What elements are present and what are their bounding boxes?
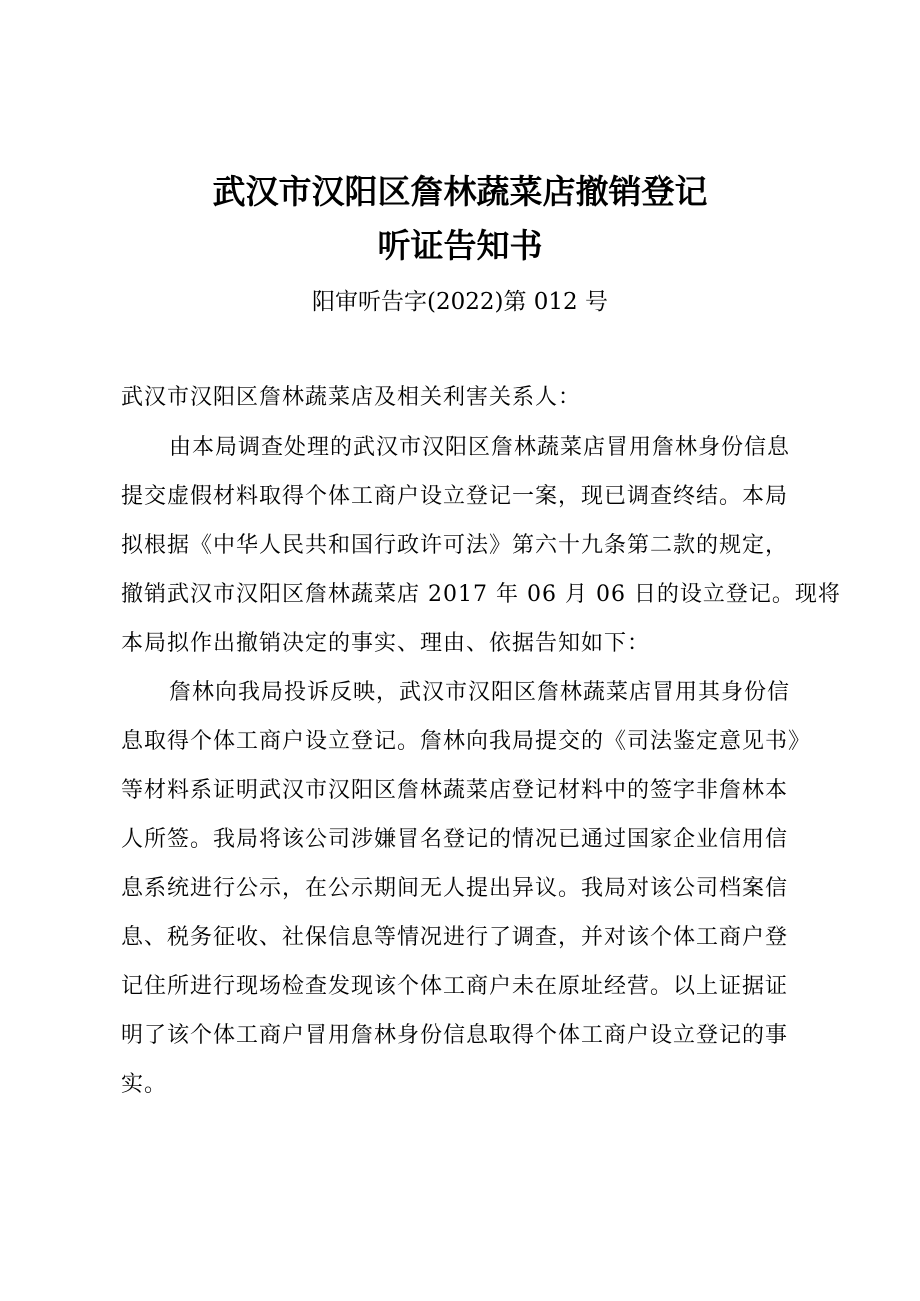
paragraph-1-line: 撤销武汉市汉阳区詹林蔬菜店 2017 年 06 月 06 日的设立登记。现将 [121, 582, 841, 607]
paragraph-2-line: 等材料系证明武汉市汉阳区詹林蔬菜店登记材料中的签字非詹林本 [121, 778, 789, 803]
paragraph-1-line: 由本局调查处理的武汉市汉阳区詹林蔬菜店冒用詹林身份信息 [169, 435, 791, 460]
paragraph-2-line: 息取得个体工商户设立登记。詹林向我局提交的《司法鉴定意见书》 [121, 729, 812, 754]
paragraph-2-line: 息、税务征收、社保信息等情况进行了调查，并对该个体工商户登 [121, 925, 789, 950]
addressee: 武汉市汉阳区詹林蔬菜店及相关利害关系人： [121, 385, 582, 410]
document-number: 阳审听告字(2022)第 012 号 [311, 289, 608, 315]
paragraph-1-line: 本局拟作出撤销决定的事实、理由、依据告知如下： [121, 631, 651, 656]
document-title-line-1: 武汉市汉阳区詹林蔬菜店撤销登记 [212, 172, 708, 211]
paragraph-2-line: 明了该个体工商户冒用詹林身份信息取得个体工商户设立登记的事 [121, 1023, 789, 1048]
paragraph-1-line: 提交虚假材料取得个体工商户设立登记一案，现已调查终结。本局 [121, 484, 789, 509]
paragraph-2-line: 实。 [121, 1072, 168, 1097]
paragraph-2-line: 记住所进行现场检查发现该个体工商户未在原址经营。以上证据证 [121, 974, 789, 999]
paragraph-1-line: 拟根据《中华人民共和国行政许可法》第六十九条第二款的规定， [121, 533, 789, 558]
document-title-line-2: 听证告知书 [377, 226, 543, 265]
paragraph-2-line: 息系统进行公示，在公示期间无人提出异议。我局对该公司档案信 [121, 876, 789, 901]
paragraph-2-line: 人所签。我局将该公司涉嫌冒名登记的情况已通过国家企业信用信 [121, 827, 789, 852]
paragraph-2-line: 詹林向我局投诉反映，武汉市汉阳区詹林蔬菜店冒用其身份信 [169, 680, 791, 705]
